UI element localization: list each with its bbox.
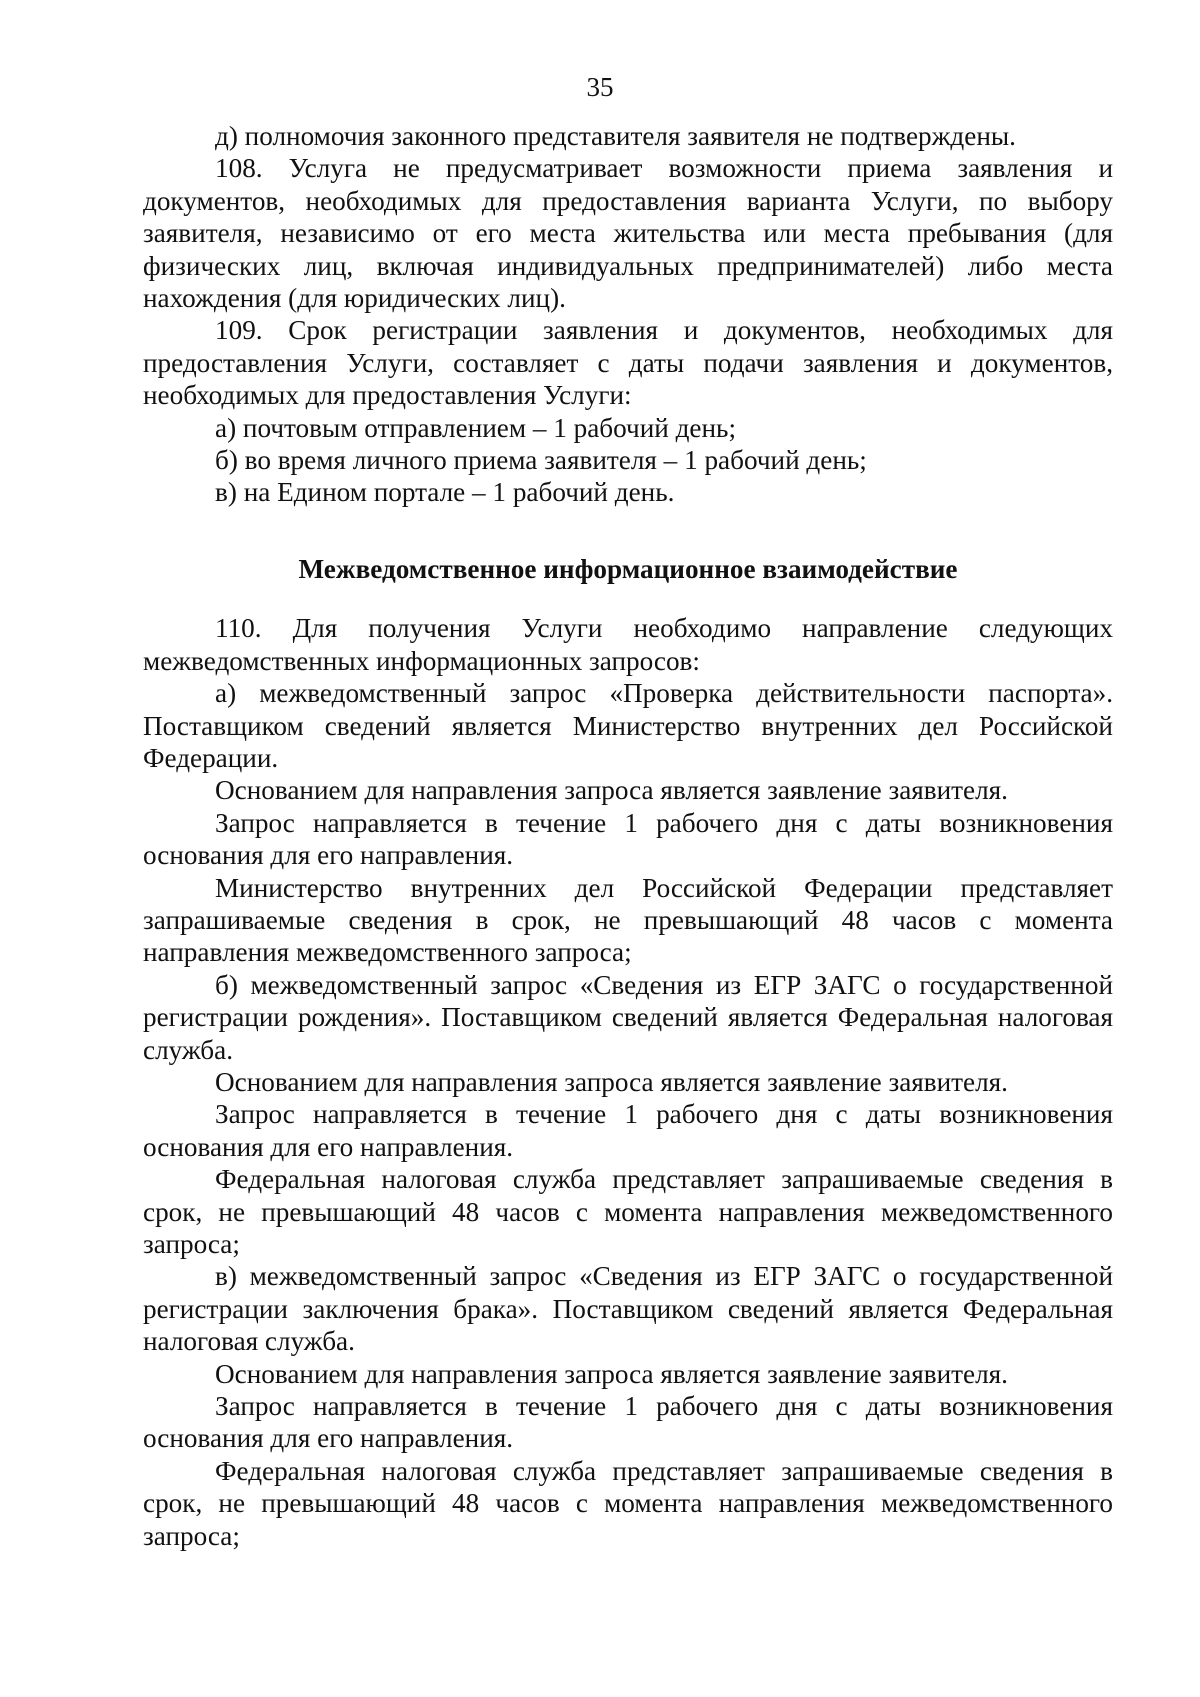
paragraph-110-v: в) межведомственный запрос «Сведения из ЕГР ЗАГС о государственной регистрации заключения брака». Поставщиком сведений является Федеральная налоговая служба. xyxy=(143,1261,1113,1357)
paragraph-108: 108. Услуга не предусматривает возможности приема заявления и документов, необходимых для предоставления варианта Услуги, по выбору заявителя, независимо от его места жительства или места пребывания (для физических лиц, включая индивидуальных предпринимателей) либо места нахождения (для юридических лиц). xyxy=(143,153,1113,314)
paragraph-109-a: а) почтовым отправлением – 1 рабочий день; xyxy=(215,412,736,443)
paragraph-110-v-timing: Запрос направляется в течение 1 рабочего дня с даты возникновения основания для его направления. xyxy=(143,1391,1113,1454)
paragraph-110-a-response: Министерство внутренних дел Российской Федерации представляет запрашиваемые сведения в срок, не превышающий 48 часов с момента направления межведомственного запроса; xyxy=(143,872,1113,968)
paragraph-110-a-timing: Запрос направляется в течение 1 рабочего дня с даты возникновения основания для его направления. xyxy=(143,807,1113,871)
page-number: 35 xyxy=(586,72,614,102)
document-body xyxy=(143,120,1113,1552)
paragraph-110: 110. Для получения Услуги необходимо направление следующих межведомственных информационных запросов: xyxy=(143,613,1113,676)
paragraph-109-v: в) на Едином портале – 1 рабочий день. xyxy=(215,477,675,508)
paragraph-110-b-response: Федеральная налоговая служба представляет запрашиваемые сведения в срок, не превышающий 48 часов с момента направления межведомственного запроса; xyxy=(143,1164,1113,1259)
paragraph-110-v-basis: Основанием для направления запроса является заявление заявителя. xyxy=(215,1358,1008,1389)
section-heading: Межведомственное информационное взаимодействие xyxy=(298,553,958,584)
paragraph-110-v-response: Федеральная налоговая служба представляет запрашиваемые сведения в срок, не превышающий 48 часов с момента направления межведомственного запроса; xyxy=(143,1455,1113,1551)
paragraph-110-b: б) межведомственный запрос «Сведения из ЕГР ЗАГС о государственной регистрации рождения». Поставщиком сведений является Федеральная налоговая служба. xyxy=(143,969,1113,1065)
paragraph-item-d-authority: д) полномочия законного представителя заявителя не подтверждены. xyxy=(215,121,1016,151)
paragraph-109-b: б) во время личного приема заявителя – 1 рабочий день; xyxy=(215,445,867,476)
paragraph-110-b-basis: Основанием для направления запроса является заявление заявителя. xyxy=(215,1066,1008,1097)
paragraph-110-b-timing: Запрос направляется в течение 1 рабочего дня с даты возникновения основания для его направления. xyxy=(143,1099,1113,1162)
paragraph-109: 109. Срок регистрации заявления и документов, необходимых для предоставления Услуги, составляет с даты подачи заявления и документов, необходимых для предоставления Услуги: xyxy=(143,315,1113,411)
paragraph-110-a: а) межведомственный запрос «Проверка действительности паспорта». Поставщиком сведений является Министерство внутренних дел Российской Федерации. xyxy=(143,678,1113,773)
paragraph-110-a-basis: Основанием для направления запроса является заявление заявителя. xyxy=(215,775,1008,806)
